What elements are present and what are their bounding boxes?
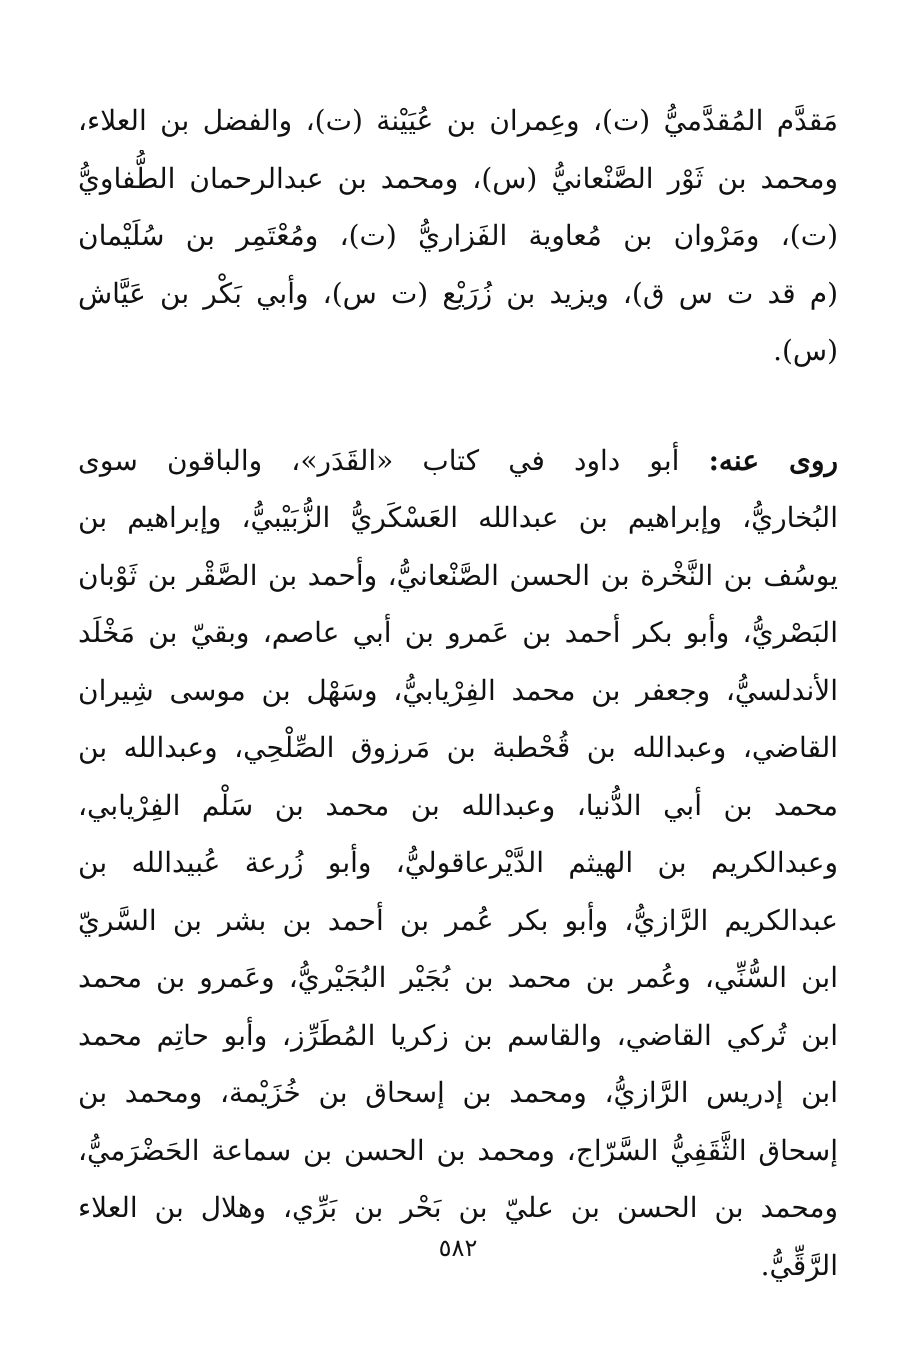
text-line: إسحاق الثَّقَفِيُّ السَّرّاج، ومحمد بن الحسن بن سماعة الحَضْرَميُّ، — [78, 1133, 838, 1167]
text-line: يوسُف بن النَّخْرة بن الحسن الصَّنْعانيُّ، وأحمد بن الصَّقْر بن ثَوْبان — [78, 558, 838, 592]
text-line: ومحمد بن ثَوْر الصَّنْعانيُّ (س)، ومحمد بن عبدالرحمان الطُّفاويُّ — [78, 161, 838, 195]
text-line: (س). — [773, 334, 838, 367]
text-line: (ت)، ومَرْوان بن مُعاوية الفَزاريُّ (ت)، ومُعْتَمِر بن سُلَيْمان — [78, 219, 838, 252]
text-line: (م قد ت س ق)، ويزيد بن زُرَيْع (ت س)، وأبي بَكْر بن عَيَّاش — [78, 276, 838, 310]
text-line: محمد بن أبي الدُّنيا، وعبدالله بن محمد بن سَلْم الفِرْيابي، — [78, 788, 838, 822]
text-line: ابن إدريس الرَّازيُّ، ومحمد بن إسحاق بن خُزَيْمة، ومحمد بن — [78, 1076, 838, 1109]
text-line: مَقدَّم المُقدَّميُّ (ت)، وعِمران بن عُيَيْنة (ت)، والفضل بن العلاء، — [78, 104, 838, 137]
text-line: ابن تُركي القاضي، والقاسم بن زكريا المُطَرِّز، وأبو حاتِم محمد — [78, 1018, 838, 1052]
text-line: الرَّقِّيُّ. — [760, 1248, 838, 1282]
text-line: ابن السُّنِّي، وعُمر بن محمد بن بُجَيْر البُجَيْريُّ، وعَمرو بن محمد — [78, 961, 838, 994]
paragraph-lead: روى عنه: — [708, 443, 838, 477]
text-line: البَصْريُّ، وأبو بكر أحمد بن عَمرو بن أبي عاصم، وبقيّ بن مَخْلَد — [78, 616, 838, 649]
paragraph-teachers — [78, 92, 838, 380]
text-line-first — [78, 432, 838, 490]
document-page — [78, 92, 838, 1294]
text-line: ومحمد بن الحسن بن عليّ بن بَحْر بن بَرِّي، وهلال بن العلاء — [78, 1191, 838, 1224]
text-line: عبدالكريم الرَّازيُّ، وأبو بكر عُمر بن أحمد بن بشر بن السَّريّ — [78, 903, 838, 937]
text-line: القاضي، وعبدالله بن قُحْطبة بن مَرزوق الصِّلْحِي، وعبدالله بن — [78, 731, 838, 764]
paragraph-students — [78, 432, 838, 1295]
text-line: البُخاريُّ، وإبراهيم بن عبدالله العَسْكَريُّ الزُّبَيْبيُّ، وإبراهيم بن — [78, 501, 838, 534]
paragraph-gap — [78, 380, 838, 432]
text-line: وعبدالكريم بن الهيثم الدَّيْرعاقوليُّ، وأبو زُرعة عُبيدالله بن — [78, 846, 838, 879]
page-number: ٥٨٢ — [438, 1234, 478, 1262]
text-line: الأندلسيُّ، وجعفر بن محمد الفِرْيابيُّ، وسَهْل بن موسى شِيران — [78, 673, 838, 707]
first-line-rest: أبو داود في كتاب «القَدَر»، والباقون سوى — [78, 443, 680, 477]
